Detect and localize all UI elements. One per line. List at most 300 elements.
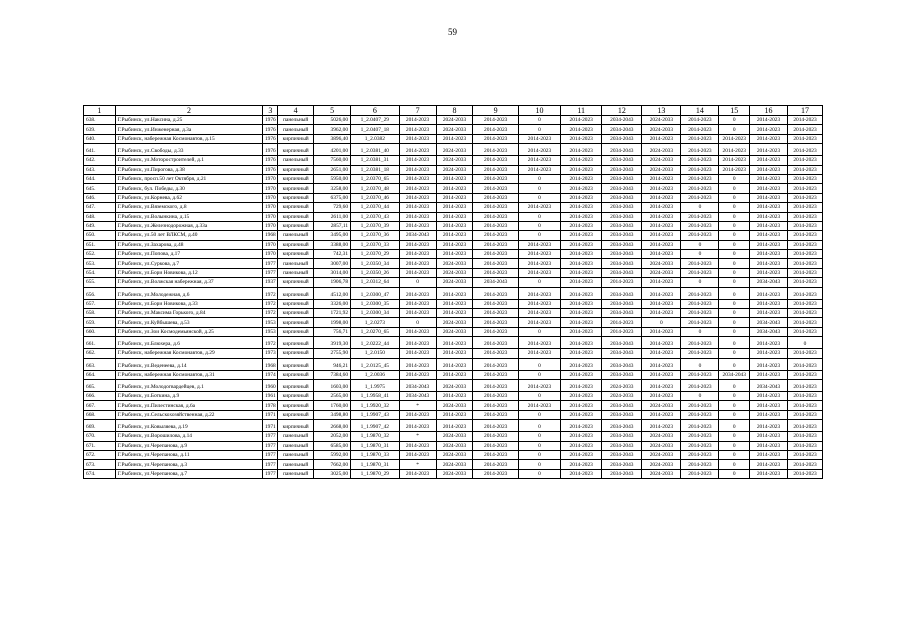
cell-year-built: 1971 [263, 420, 278, 432]
cell-row-number: 670. [84, 432, 116, 441]
cell-period-c7: 2014-2023 [399, 299, 436, 308]
cell-wall-material: панельный [278, 268, 314, 277]
cell-period-c13: 2014-2023 [642, 349, 681, 358]
cell-row-number: 639. [84, 125, 116, 134]
cell-period-c10: 0 [518, 193, 560, 202]
cell-period-c11: 2014-2023 [561, 370, 602, 379]
table-row [84, 184, 823, 193]
cell-address: Г.Рыбинск, ул.50 лет ВЛКСМ, д.40 [115, 231, 263, 240]
cell-area: 2651,00 [314, 165, 351, 174]
column-header: 13 [642, 106, 681, 116]
cell-wall-material: панельный [278, 469, 314, 478]
cell-year-built: 1970 [264, 241, 276, 248]
cell-period-c9: 2014-2023 [473, 125, 518, 134]
cell-period-c10: 2014-2023 [518, 299, 560, 308]
column-header: 10 [518, 106, 560, 116]
cell-period-c7: 2014-2023 [399, 259, 436, 268]
cell-year-built: 1976 [264, 166, 276, 173]
cell-period-c15: 0 [719, 379, 750, 391]
column-header: 16 [750, 106, 788, 116]
cell-period-c10: 2014-2023 [518, 156, 560, 165]
cell-period-c8: 2014-2023 [436, 370, 473, 379]
cell-year-built: 1977 [264, 452, 276, 459]
cell-period-c9: 2014-2023 [473, 349, 518, 358]
table-row [84, 379, 823, 391]
cell-period-c14: 2014-2023 [681, 349, 719, 358]
cell-period-c10: 0 [518, 125, 560, 134]
cell-period-c7: 2014-2023 [399, 337, 436, 349]
column-header: 7 [399, 106, 436, 116]
cell-house-id: 1_2.0370_48 [351, 184, 400, 193]
cell-house-id: 1_2.0300_34 [351, 309, 400, 318]
cell-area: 5026,00 [314, 116, 351, 125]
column-header: 11 [561, 106, 602, 116]
cell-period-c9: 2014-2023 [473, 144, 518, 156]
cell-period-c7: 2014-2023 [399, 240, 436, 249]
cell-house-id: 1_2.0381_31 [351, 156, 400, 165]
cell-period-c8: 2024-2033 [436, 460, 473, 469]
cell-period-c7: 2014-2023 [399, 309, 436, 318]
cell-area: 2052,00 [314, 432, 351, 441]
cell-year-built: 1974 [264, 371, 276, 378]
cell-period-c8: 2014-2023 [436, 349, 473, 358]
cell-period-c11: 2014-2023 [561, 193, 602, 202]
cell-period-c9: 2014-2023 [473, 221, 518, 230]
cell-period-c8: 2014-2023 [436, 134, 473, 143]
cell-area: 3258,00 [314, 184, 351, 193]
cell-address: Г.Рыбинск, ул.Зои Космодемьянской, д.25 [115, 327, 263, 336]
cell-area: 2755,90 [314, 349, 351, 358]
cell-period-c10: 0 [518, 327, 560, 336]
cell-period-c17: 2014-2023 [788, 432, 823, 441]
cell-address: Г.Рыбинск, ул.Вяземского, д.8 [115, 203, 263, 212]
cell-house-id: 1_2.0370_43 [351, 212, 400, 221]
cell-row-number: 654. [84, 268, 116, 277]
cell-period-c13: 2014-2023 [642, 327, 681, 336]
cell-period-c13: 2014-2023 [642, 410, 681, 419]
cell-row-number: 658. [84, 309, 116, 318]
cell-address: Г.Рыбинск, ул.Боткина, д.9 [115, 391, 263, 400]
cell-period-c12: 2034-2043 [602, 231, 642, 240]
cell-period-c13: 2014-2023 [642, 287, 681, 299]
cell-period-c8: 2024-2033 [436, 259, 473, 268]
cell-address: Г.Рыбинск, ул.Свободы, д.33 [115, 144, 263, 156]
cell-year-built: 1971 [264, 411, 276, 418]
cell-period-c17: 2014-2023 [788, 410, 823, 419]
cell-year-built: 1976 [264, 117, 276, 124]
cell-period-c13: 2024-2033 [642, 432, 681, 441]
cell-address: Г.Рыбинск, ул.Волынкина, д.15 [115, 212, 263, 221]
cell-area: 6585,00 [314, 441, 351, 450]
cell-period-c10: 0 [518, 174, 560, 183]
cell-period-c16: 2034-2043 [750, 318, 788, 327]
column-header: 15 [719, 106, 750, 116]
cell-period-c17: 2014-2023 [788, 460, 823, 469]
table-row [84, 212, 823, 221]
cell-wall-material: кирпичный [278, 401, 314, 410]
cell-period-c10: 0 [518, 410, 560, 419]
cell-period-c16: 2014-2023 [750, 125, 788, 134]
cell-period-c7: 2014-2023 [399, 116, 436, 125]
cell-address: Г.Рыбинск, ул.Инженерная, д.3а [115, 125, 263, 134]
cell-period-c13: 2014-2023 [642, 134, 681, 143]
cell-period-c12: 2034-2043 [602, 203, 642, 212]
cell-period-c12: 2034-2043 [602, 268, 642, 277]
table-row [84, 370, 823, 379]
cell-period-c14: 0 [681, 327, 719, 336]
cell-period-c16: 2014-2023 [750, 299, 788, 308]
cell-period-c11: 2014-2023 [561, 116, 602, 125]
cell-house-id: 1_2.0370_33 [351, 240, 400, 249]
cell-period-c8: 2024-2033 [436, 125, 473, 134]
cell-period-c9: 2014-2023 [473, 441, 518, 450]
cell-period-c15: 0 [719, 318, 750, 327]
table-row [84, 116, 823, 125]
cell-row-number: 672. [84, 450, 116, 459]
cell-area: 7384,60 [314, 370, 351, 379]
cell-period-c13: 2014-2023 [642, 193, 681, 202]
cell-period-c14: 2014-2023 [681, 231, 719, 240]
cell-period-c9: 2014-2023 [473, 165, 518, 174]
cell-period-c12: 2034-2043 [602, 240, 642, 249]
cell-period-c12: 2034-2043 [602, 460, 642, 469]
cell-period-c10: 0 [518, 278, 560, 287]
cell-address: Г.Рыбинск, ул.Волжская набережная, д.37 [115, 278, 263, 287]
cell-period-c17: 2014-2023 [788, 212, 823, 221]
cell-wall-material: кирпичный [278, 134, 314, 143]
cell-row-number: 642. [84, 156, 116, 165]
cell-wall-material: кирпичный [278, 410, 314, 419]
cell-period-c14: 2014-2023 [681, 125, 719, 134]
cell-period-c14: 0 [681, 203, 719, 212]
cell-period-c15: 0 [719, 268, 750, 277]
cell-period-c15: 0 [719, 469, 750, 478]
table-row [84, 203, 823, 212]
cell-year-built: 1961 [264, 393, 276, 400]
cell-period-c9: 2014-2023 [473, 231, 518, 240]
cell-period-c12: 2034-2043 [602, 299, 642, 308]
cell-period-c7: 2014-2023 [399, 250, 436, 259]
cell-address: Г.Рыбинск, просп.50 лет Октября, д.21 [115, 174, 263, 183]
cell-period-c17: 2014-2023 [788, 203, 823, 212]
cell-period-c15: 2014-2023 [719, 134, 750, 143]
cell-row-number: 660. [84, 327, 116, 336]
cell-period-c17: 2014-2023 [788, 240, 823, 249]
cell-wall-material: кирпичный [278, 327, 314, 336]
cell-period-c7: 2014-2023 [399, 184, 436, 193]
cell-period-c13: 2024-2033 [642, 144, 681, 156]
cell-period-c15: 2014-2023 [719, 165, 750, 174]
cell-period-c9: 2014-2023 [473, 116, 518, 125]
cell-period-c12: 2034-2043 [602, 165, 642, 174]
cell-period-c10: 0 [518, 231, 560, 240]
cell-period-c12: 2024-2033 [602, 379, 642, 391]
cell-period-c8: 2024-2033 [436, 156, 473, 165]
cell-address: Г.Рыбинск, ул.Черепанова, д.9 [115, 441, 263, 450]
table-row [84, 391, 823, 400]
cell-period-c10: 0 [518, 441, 560, 450]
cell-period-c7: 2014-2023 [399, 358, 436, 370]
cell-year-built: 1970 [264, 251, 276, 258]
cell-period-c13: 2014-2023 [642, 358, 681, 370]
cell-year-built: 1972 [263, 287, 278, 299]
cell-period-c12: 2034-2043 [602, 441, 642, 450]
cell-period-c9: 2014-2023 [473, 337, 518, 349]
cell-period-c14: 2014-2023 [681, 420, 719, 432]
cell-period-c10: 2014-2023 [518, 144, 560, 156]
cell-period-c7: * [399, 401, 436, 410]
cell-area: 3007,00 [314, 259, 351, 268]
cell-period-c17: 2014-2023 [788, 349, 823, 358]
cell-house-id: 1_2.0125_45 [351, 358, 400, 370]
cell-year-built: 1937 [264, 279, 276, 286]
cell-period-c14: 0 [681, 358, 719, 370]
cell-period-c17: 2014-2023 [788, 391, 823, 400]
cell-period-c9: 2014-2023 [473, 240, 518, 249]
cell-address: Г.Рыбинск, ул.Ковыляева, д.19 [115, 420, 263, 432]
cell-period-c11: 2014-2023 [561, 450, 602, 459]
table-row [84, 401, 823, 410]
cell-period-c17: 2014-2023 [788, 259, 823, 268]
cell-period-c14: 2014-2023 [681, 287, 719, 299]
cell-area: 1603,00 [314, 379, 351, 391]
cell-period-c7: 0 [399, 278, 436, 287]
cell-address: Г.Рыбинск, ул.Максима Горького, д.84 [115, 309, 263, 318]
cell-period-c16: 2014-2023 [750, 231, 788, 240]
cell-period-c11: 2014-2023 [561, 184, 602, 193]
cell-row-number: 648. [84, 212, 116, 221]
cell-period-c15: 0 [719, 193, 750, 202]
cell-period-c13: 2024-2033 [642, 156, 681, 165]
table-row [84, 165, 823, 174]
cell-period-c12: 2034-2043 [602, 469, 642, 478]
cell-period-c9: 2014-2023 [473, 358, 518, 370]
cell-period-c16: 2014-2023 [750, 309, 788, 318]
cell-address: Г.Рыбинск, ул.Куйбышева, д.53 [115, 318, 263, 327]
cell-period-c11: 2014-2023 [561, 460, 602, 469]
table-row [84, 240, 823, 249]
cell-period-c11: 2014-2023 [561, 337, 602, 349]
cell-period-c9: 2014-2023 [473, 327, 518, 336]
cell-period-c10: 0 [518, 184, 560, 193]
cell-period-c17: 2014-2023 [788, 250, 823, 259]
cell-period-c10: 2014-2023 [518, 287, 560, 299]
cell-row-number: 638. [84, 116, 116, 125]
cell-wall-material: кирпичный [278, 337, 314, 349]
cell-period-c12: 2034-2043 [602, 221, 642, 230]
cell-period-c16: 2014-2023 [750, 116, 788, 125]
cell-period-c17: 2014-2023 [788, 125, 823, 134]
cell-row-number: 647. [84, 203, 116, 212]
cell-period-c10: 2014-2023 [518, 349, 560, 358]
cell-period-c10: 0 [518, 358, 560, 370]
cell-period-c7: 2014-2023 [399, 441, 436, 450]
cell-year-built: 1977 [264, 470, 276, 477]
cell-period-c14: 2014-2023 [681, 432, 719, 441]
cell-area: 742,31 [314, 250, 351, 259]
cell-wall-material: кирпичный [278, 212, 314, 221]
cell-period-c11: 2014-2023 [561, 134, 602, 143]
cell-wall-material: кирпичный [278, 358, 314, 370]
cell-period-c11: 2014-2023 [561, 203, 602, 212]
cell-wall-material: кирпичный [278, 318, 314, 327]
cell-period-c13: 2014-2023 [642, 309, 681, 318]
cell-period-c8: 2014-2023 [436, 337, 473, 349]
cell-wall-material: панельный [278, 125, 314, 134]
cell-period-c7: 2014-2023 [399, 410, 436, 419]
cell-row-number: 657. [84, 299, 116, 308]
cell-row-number: 646. [84, 193, 116, 202]
cell-area: 3014,00 [314, 268, 351, 277]
cell-period-c15: 0 [719, 327, 750, 336]
table-body [84, 116, 823, 479]
cell-period-c7: 2014-2023 [399, 203, 436, 212]
cell-period-c7: 2014-2023 [399, 156, 436, 165]
cell-house-id: 1_2.0300_47 [351, 287, 400, 299]
cell-period-c12: 2034-2043 [602, 287, 642, 299]
cell-period-c16: 2014-2023 [750, 184, 788, 193]
cell-house-id: 1_2.0036 [351, 370, 400, 379]
column-header: 17 [788, 106, 823, 116]
table-row [84, 432, 823, 441]
cell-period-c14: 2014-2023 [681, 193, 719, 202]
cell-row-number: 659. [84, 318, 116, 327]
cell-row-number: 652. [84, 250, 116, 259]
cell-period-c8: 2014-2023 [436, 240, 473, 249]
cell-period-c11: 2014-2023 [561, 327, 602, 336]
cell-period-c16: 2014-2023 [750, 203, 788, 212]
cell-period-c14: 2014-2023 [681, 156, 719, 165]
cell-wall-material: кирпичный [278, 184, 314, 193]
cell-period-c11: 2014-2023 [561, 318, 602, 327]
cell-address: Г.Рыбинск, ул.Веденеева, д.14 [115, 358, 263, 370]
cell-period-c16: 2014-2023 [750, 358, 788, 370]
cell-row-number: 656. [84, 287, 116, 299]
cell-period-c10: 2014-2023 [518, 401, 560, 410]
cell-period-c16: 2034-2043 [750, 327, 788, 336]
cell-period-c9: 2014-2023 [473, 318, 518, 327]
cell-period-c15: 0 [719, 432, 750, 441]
cell-period-c9: 2014-2023 [473, 299, 518, 308]
cell-period-c16: 2014-2023 [750, 410, 788, 419]
cell-period-c14: 2014-2023 [681, 134, 719, 143]
cell-area: 4201,00 [314, 144, 351, 156]
cell-period-c9: 2014-2023 [473, 268, 518, 277]
cell-area: 3495,00 [314, 231, 351, 240]
table-row [84, 327, 823, 336]
cell-row-number: 671. [84, 441, 116, 450]
cell-period-c15: 0 [719, 309, 750, 318]
cell-period-c12: 2034-2043 [602, 450, 642, 459]
cell-period-c8: 2014-2023 [436, 358, 473, 370]
cell-period-c7: 2014-2023 [399, 370, 436, 379]
cell-area: 5992,00 [314, 450, 351, 459]
cell-period-c15: 0 [719, 212, 750, 221]
cell-period-c13: 2014-2023 [642, 299, 681, 308]
page-number: 59 [448, 27, 457, 37]
cell-period-c8: 2024-2033 [436, 441, 473, 450]
cell-period-c9: 2014-2023 [473, 410, 518, 419]
cell-row-number: 662. [84, 349, 116, 358]
cell-year-built: 1976 [263, 144, 278, 156]
cell-period-c12: 2034-2043 [602, 250, 642, 259]
cell-wall-material: панельный [278, 259, 314, 268]
cell-period-c12: 2034-2043 [602, 410, 642, 419]
cell-period-c12: 2034-2043 [602, 184, 642, 193]
cell-area: 2668,00 [314, 420, 351, 432]
cell-wall-material: кирпичный [278, 250, 314, 259]
cell-period-c13: 2014-2023 [642, 420, 681, 432]
column-header: 2 [115, 106, 263, 116]
cell-period-c16: 2014-2023 [750, 268, 788, 277]
cell-period-c11: 2014-2023 [561, 165, 602, 174]
cell-period-c12: 2034-2043 [602, 116, 642, 125]
cell-period-c17: 2014-2023 [788, 379, 823, 391]
cell-year-built: 1977 [264, 270, 276, 277]
cell-period-c9: 2014-2023 [473, 309, 518, 318]
cell-period-c11: 2014-2023 [561, 240, 602, 249]
cell-year-built: 1970 [264, 176, 276, 183]
cell-period-c16: 2014-2023 [750, 174, 788, 183]
housing-register-table [83, 105, 823, 479]
cell-period-c11: 2014-2023 [561, 268, 602, 277]
cell-period-c13: 2014-2023 [642, 240, 681, 249]
cell-house-id: 1_2.0300_35 [351, 299, 400, 308]
cell-period-c13: 2014-2023 [642, 212, 681, 221]
cell-period-c10: 0 [518, 212, 560, 221]
cell-period-c14: 2014-2023 [681, 318, 719, 327]
cell-period-c10: 2014-2023 [518, 337, 560, 349]
cell-period-c12: 2034-2043 [602, 358, 642, 370]
cell-period-c12: 2034-2043 [602, 259, 642, 268]
cell-period-c9: 2014-2023 [473, 250, 518, 259]
cell-wall-material: кирпичный [278, 420, 314, 432]
cell-period-c7: 2014-2023 [399, 327, 436, 336]
cell-house-id: 1_2.0382 [351, 134, 400, 143]
cell-period-c11: 2014-2023 [561, 299, 602, 308]
cell-period-c17: 2014-2023 [788, 231, 823, 240]
cell-year-built: 1976 [264, 135, 276, 142]
cell-house-id: 1_1.9870_33 [351, 450, 400, 459]
cell-period-c16: 2014-2023 [750, 337, 788, 349]
cell-period-c13: 2024-2033 [642, 469, 681, 478]
cell-period-c15: 2014-2023 [719, 144, 750, 156]
cell-period-c15: 0 [719, 184, 750, 193]
cell-period-c14: 2014-2023 [681, 165, 719, 174]
cell-area: 3962,00 [314, 125, 351, 134]
cell-period-c7: 2014-2023 [399, 144, 436, 156]
cell-period-c11: 2014-2023 [561, 156, 602, 165]
table-row [84, 309, 823, 318]
table-row [84, 134, 823, 143]
cell-house-id: 1_1.9958_41 [351, 391, 400, 400]
cell-period-c13: 2014-2023 [642, 370, 681, 379]
cell-wall-material: кирпичный [278, 221, 314, 230]
cell-period-c16: 2014-2023 [750, 165, 788, 174]
cell-period-c17: 2014-2023 [788, 134, 823, 143]
cell-period-c9: 2014-2023 [473, 450, 518, 459]
cell-period-c16: 2014-2023 [750, 450, 788, 459]
cell-wall-material: кирпичный [278, 240, 314, 249]
cell-period-c15: 0 [719, 460, 750, 469]
cell-period-c16: 2034-2043 [750, 379, 788, 391]
cell-row-number: 667. [84, 401, 116, 410]
cell-area: 3326,00 [314, 299, 351, 308]
cell-house-id: 1_1.9907_43 [351, 410, 400, 419]
column-header: 12 [602, 106, 642, 116]
cell-period-c7: 0 [399, 318, 436, 327]
cell-address: Г.Рыбинск, ул.Захарова, д.48 [115, 240, 263, 249]
